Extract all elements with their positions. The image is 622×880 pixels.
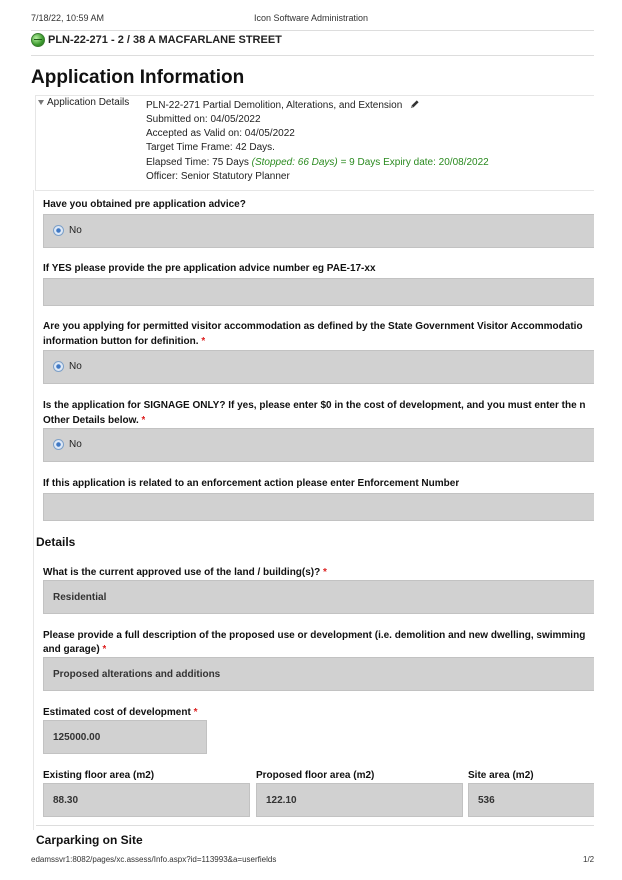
current-use-question [43, 567, 327, 578]
signage-only-field[interactable] [43, 428, 594, 462]
target-time-frame: Target Time Frame: 42 Days. [146, 142, 275, 153]
enforcement-question: If this application is related to an enforcement action please enter Enforcement Number [43, 478, 460, 489]
elapsed-prefix: Elapsed Time: 75 Days [146, 157, 249, 168]
site-area-label: Site area (m2) [468, 770, 534, 781]
existing-floor-input[interactable] [43, 783, 250, 817]
radio-selected-icon [53, 361, 64, 372]
visitor-accommodation-radio[interactable] [53, 361, 82, 372]
existing-floor-label: Existing floor area (m2) [43, 770, 155, 781]
print-footer-url: edamssvr1:8082/pages/xc.assess/Info.aspx?id=113993&a=userfields [31, 855, 277, 864]
required-marker: * [201, 336, 206, 347]
proposed-floor-label: Proposed floor area (m2) [256, 770, 375, 781]
radio-selected-icon [53, 225, 64, 236]
current-use-value: Residential [53, 592, 107, 603]
visitor-accommodation-question-text: information button for definition. [43, 336, 199, 347]
visitor-accommodation-field[interactable] [43, 350, 594, 384]
elapsed-expiry: = 9 Days Expiry date: 20/08/2022 [340, 157, 489, 168]
cost-value: 125000.00 [53, 732, 101, 743]
triangle-down-icon [38, 100, 44, 105]
record-divider [31, 55, 594, 56]
application-description-line [146, 99, 420, 111]
details-heading: Details [36, 535, 76, 549]
elapsed-time [146, 157, 489, 168]
elapsed-stopped: (Stopped: 66 Days) [251, 157, 338, 168]
record-heading [31, 33, 282, 47]
proposed-floor-input[interactable] [256, 783, 463, 817]
carparking-heading: Carparking on Site [36, 833, 143, 847]
header-divider [31, 30, 594, 31]
existing-floor-value: 88.30 [53, 795, 79, 806]
application-description: PLN-22-271 Partial Demolition, Alterations, and Extension [146, 100, 403, 111]
proposed-use-question-text: and garage) [43, 644, 100, 655]
required-marker: * [141, 415, 146, 426]
cost-label: Estimated cost of development [43, 707, 191, 718]
enforcement-number-input[interactable] [43, 493, 594, 521]
officer: Officer: Senior Statutory Planner [146, 171, 290, 182]
radio-selected-icon [53, 439, 64, 450]
proposed-use-input[interactable] [43, 657, 594, 691]
page-title: Application Information [31, 67, 245, 88]
pre-advice-number-question: If YES please provide the pre application advice number eg PAE-17-xx [43, 263, 376, 274]
proposed-use-question-line1: Please provide a full description of the proposed use or development (i.e. demolition and new dwelling, swimming [43, 630, 586, 641]
current-use-input[interactable] [43, 580, 594, 614]
cost-question [43, 707, 198, 718]
pre-advice-field[interactable] [43, 214, 594, 248]
print-page-title: Icon Software Administration [253, 13, 369, 23]
pre-advice-number-input[interactable] [43, 278, 594, 306]
site-area-input[interactable] [468, 783, 594, 817]
proposed-use-question-line2 [43, 644, 106, 655]
print-page-number: 1/2 [583, 855, 595, 864]
site-area-value: 536 [478, 795, 495, 806]
submitted-date: Submitted on: 04/05/2022 [146, 114, 261, 125]
pre-advice-radio[interactable] [53, 225, 82, 236]
required-marker: * [102, 644, 107, 655]
pre-advice-question: Have you obtained pre application advice? [43, 199, 246, 210]
proposed-floor-value: 122.10 [266, 795, 297, 806]
visitor-accommodation-question-line1: Are you applying for permitted visitor accommodation as defined by the State Government Visitor Accommodatio [43, 321, 583, 332]
pre-advice-value: No [69, 225, 82, 236]
signage-only-radio[interactable] [53, 439, 82, 450]
signage-only-question-text: Other Details below. [43, 415, 139, 426]
record-label: PLN-22-271 - 2 / 38 A MACFARLANE STREET [48, 34, 282, 46]
current-use-label: What is the current approved use of the land / building(s)? [43, 567, 321, 578]
required-marker: * [323, 567, 327, 578]
cost-input[interactable] [43, 720, 207, 754]
required-marker: * [193, 707, 198, 718]
print-datetime: 7/18/22, 10:59 AM [31, 13, 105, 23]
visitor-accommodation-value: No [69, 361, 82, 372]
pencil-icon[interactable] [409, 99, 420, 110]
application-details-toggle[interactable] [38, 97, 129, 108]
section-divider [36, 825, 594, 826]
visitor-accommodation-question-line2 [43, 336, 205, 347]
accepted-date: Accepted as Valid on: 04/05/2022 [146, 128, 295, 139]
globe-icon [31, 33, 45, 47]
signage-only-question-line1: Is the application for SIGNAGE ONLY? If yes, please enter $0 in the cost of development, and you must enter the n [43, 400, 586, 411]
application-details-label: Application Details [47, 97, 130, 108]
signage-only-value: No [69, 439, 82, 450]
proposed-use-value: Proposed alterations and additions [53, 669, 221, 680]
signage-only-question-line2 [43, 415, 145, 426]
